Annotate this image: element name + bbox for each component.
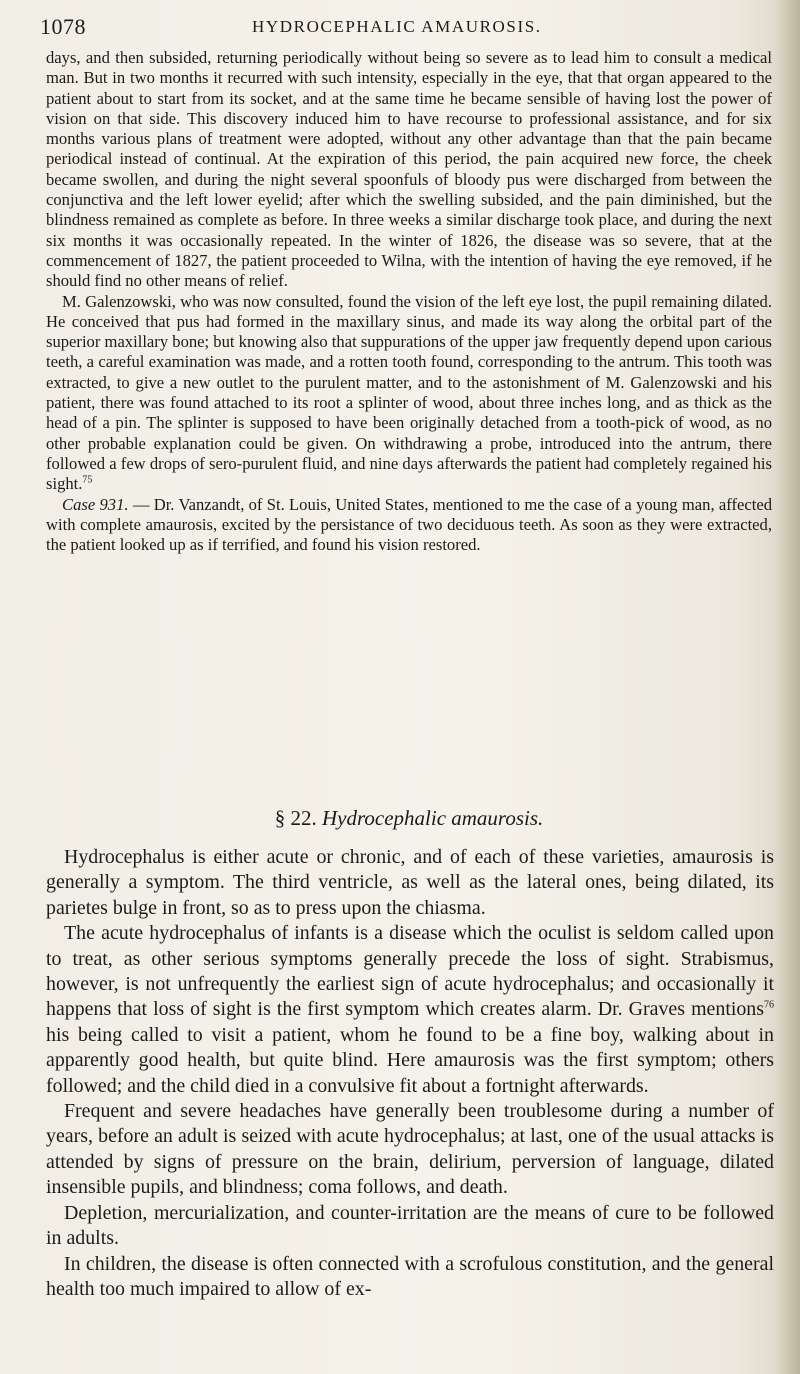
- footnote-ref-76: 76: [764, 999, 774, 1011]
- footnote-ref-75: 75: [82, 474, 93, 486]
- large-text-block: [46, 845, 774, 1302]
- paragraph-children: In children, the disease is often connected with a scrofulous constitution, and the general health too much impaired to allow of ex-: [46, 1252, 774, 1300]
- paragraph-case-931: [46, 495, 772, 556]
- paragraph-acute-hydrocephalus: [46, 921, 774, 1099]
- small-text-block: [46, 48, 772, 555]
- running-title: HYDROCEPHALIC AMAUROSIS.: [252, 17, 542, 36]
- case-label: Case 931.: [62, 494, 129, 514]
- paragraph-galenzowski: [46, 292, 772, 495]
- paragraph-relief: days, and then subsided, returning periodically without being so severe as to lead him to consult a medical man. But in two months it recurred with such intensity, especially in the eye, that that organ appeared to the patient about to start from its socket, and at the same time he became sensible of having lost the power of vision on that side. This discovery induced him to have recourse to professional assistance, and for six months various plans of treatment were adopted, without any other advantage than that the pain became periodical instead of continual. At the expiration of this period, the pain acquired new force, the cheek became swollen, and during the night several spoonfuls of bloody pus were discharged from between the conjunctiva and the left lower eyelid; after which the swelling subsided, and the pain diminished, but the blindness remained as complete as before. In three weeks a similar discharge took place, and during the next six months it was occasionally repeated. In the winter of 1826, the disease was so severe, that at the commencement of 1827, the patient proceeded to Wilna, with the intention of having the eye removed, if he should find no other means of relief.: [46, 48, 772, 291]
- paragraph-hydrocephalus: Hydrocephalus is either acute or chronic, and of each of these varieties, amaurosis is generally a symptom. The third ventricle, as well as the lateral ones, being dilated, its parietes bulge in front, so as to press upon the chiasma.: [46, 846, 774, 919]
- paragraph-galenzowski-text: M. Galenzowski, who was now consulted, found the vision of the left eye lost, the pupil remaining dilated. He conceived that pus had formed in the maxillary sinus, and made its way along the orbital part of the superior maxillary bone; but knowing also that suppurations of the upper jaw frequently depend upon carious teeth, a careful examination was made, and a rotten tooth found, corresponding to the antrum. This tooth was extracted, to give a new outlet to the purulent matter, and to the astonishment of M. Galenzowski and his patient, there was found attached to its root a splinter of wood, about three inches long, and as thick as the head of a pin. The splinter is supposed to have been originally detached from a tooth-pick of wood, as no other probable explanation could be given. On withdrawing a probe, introduced into the antrum, there followed a few drops of sero-purulent fluid, and nine days afterwards the patient had completely regained his sight.: [46, 291, 772, 494]
- case-text: — Dr. Vanzandt, of St. Louis, United States, mentioned to me the case of a young man, affected with complete amaurosis, excited by the persistance of two deciduous teeth. As soon as they were extracted, the patient looked up as if terrified, and found his vision restored.: [46, 494, 772, 555]
- paragraph-acute-text-b: his being called to visit a patient, whom he found to be a fine boy, walking about in apparently good health, but quite blind. Here amaurosis was the first symptom; others followed; and the child died in a convulsive fit about a fortnight afterwards.: [46, 1023, 774, 1097]
- section-heading: [46, 806, 772, 831]
- section-title: Hydrocephalic amaurosis.: [322, 806, 544, 830]
- page-number: 1078: [40, 14, 86, 39]
- paragraph-headaches: Frequent and severe headaches have generally been troublesome during a number of years, before an adult is seized with acute hydrocephalus; at last, one of the usual attacks is attended by signs of pressure on the brain, delirium, perversion of language, dilated insensible pupils, and blindness; coma follows, and death.: [46, 1100, 774, 1199]
- section-number: § 22.: [274, 806, 317, 830]
- page-edge-shadow: [774, 0, 800, 1374]
- page-header: [40, 14, 780, 44]
- paragraph-depletion: Depletion, mercurialization, and counter-irritation are the means of cure to be followed in adults.: [46, 1201, 774, 1250]
- paragraph-acute-text-a: The acute hydrocephalus of infants is a disease which the oculist is seldom called upon to treat, as other serious symptoms generally precede the loss of sight. Strabismus, however, is not unfrequently the earliest sign of acute hydrocephalus; and occasionally it happens that loss of sight is the first symptom which creates alarm. Dr. Graves mentions: [46, 922, 774, 1021]
